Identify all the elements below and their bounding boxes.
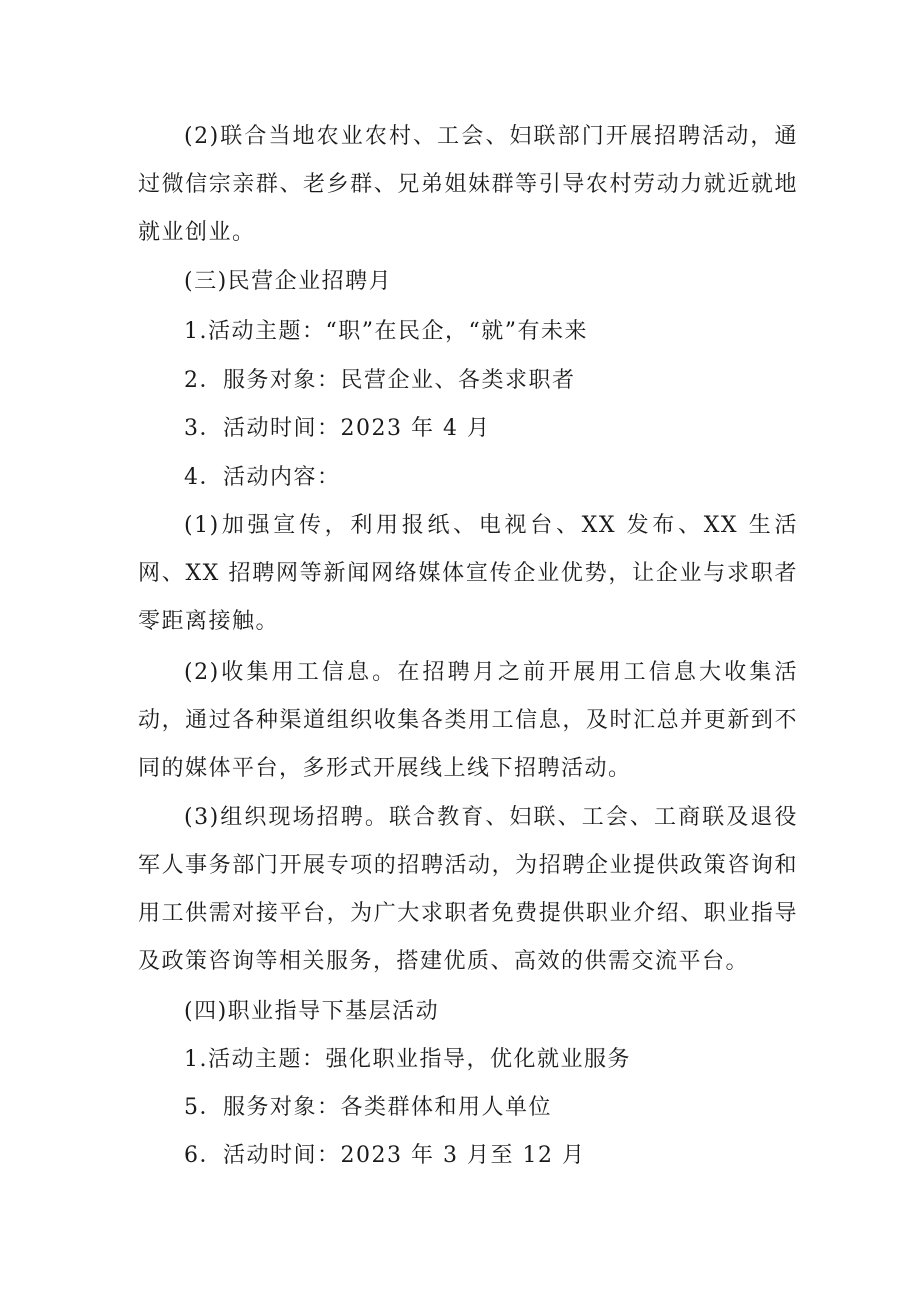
paragraph-collect-info: (2)收集用工信息。在招聘月之前开展用工信息大收集活动，通过各种渠道组织收集各类用工信息，及时汇总并更新到不同的媒体平台，多形式开展线上线下招聘活动。: [138, 660, 798, 781]
paragraph-onsite-recruitment: (3)组织现场招聘。联合教育、妇联、工会、工商联及退役军人事务部门开展专项的招聘活动，为招聘企业提供政策咨询和用工供需对接平台，为广大求职者免费提供职业介绍、职业指导及政策咨询等相关服务，搭建优质、高效的供需交流平台。: [138, 805, 798, 974]
item-activity-content: 4．活动内容：: [184, 465, 341, 490]
paragraph-publicity: (1)加强宣传，利用报纸、电视台、XX 发布、XX 生活网、XX 招聘网等新闻网络媒体宣传企业优势，让企业与求职者零距离接触。: [138, 513, 798, 634]
item-activity-theme: 1.活动主题：“职”在民企，“就”有未来: [184, 319, 588, 344]
item-service-target: 2．服务对象：民营企业、各类求职者: [184, 368, 576, 393]
item-guidance-time: 6．活动时间：2023 年 3 月至 12 月: [184, 1143, 586, 1168]
section-heading-career-guidance: (四)职业指导下基层活动: [184, 999, 440, 1024]
item-activity-time: 3．活动时间：2023 年 4 月: [184, 416, 491, 441]
section-heading-private-enterprise: (三)民营企业招聘月: [184, 269, 393, 294]
item-guidance-target: 5．服务对象：各类群体和用人单位: [184, 1095, 552, 1120]
item-guidance-theme: 1.活动主题：强化职业指导，优化就业服务: [184, 1047, 631, 1072]
paragraph-rural-recruitment: (2)联合当地农业农村、工会、妇联部门开展招聘活动，通过微信宗亲群、老乡群、兄弟姐妹群等引导农村劳动力就近就地就业创业。: [138, 124, 798, 245]
